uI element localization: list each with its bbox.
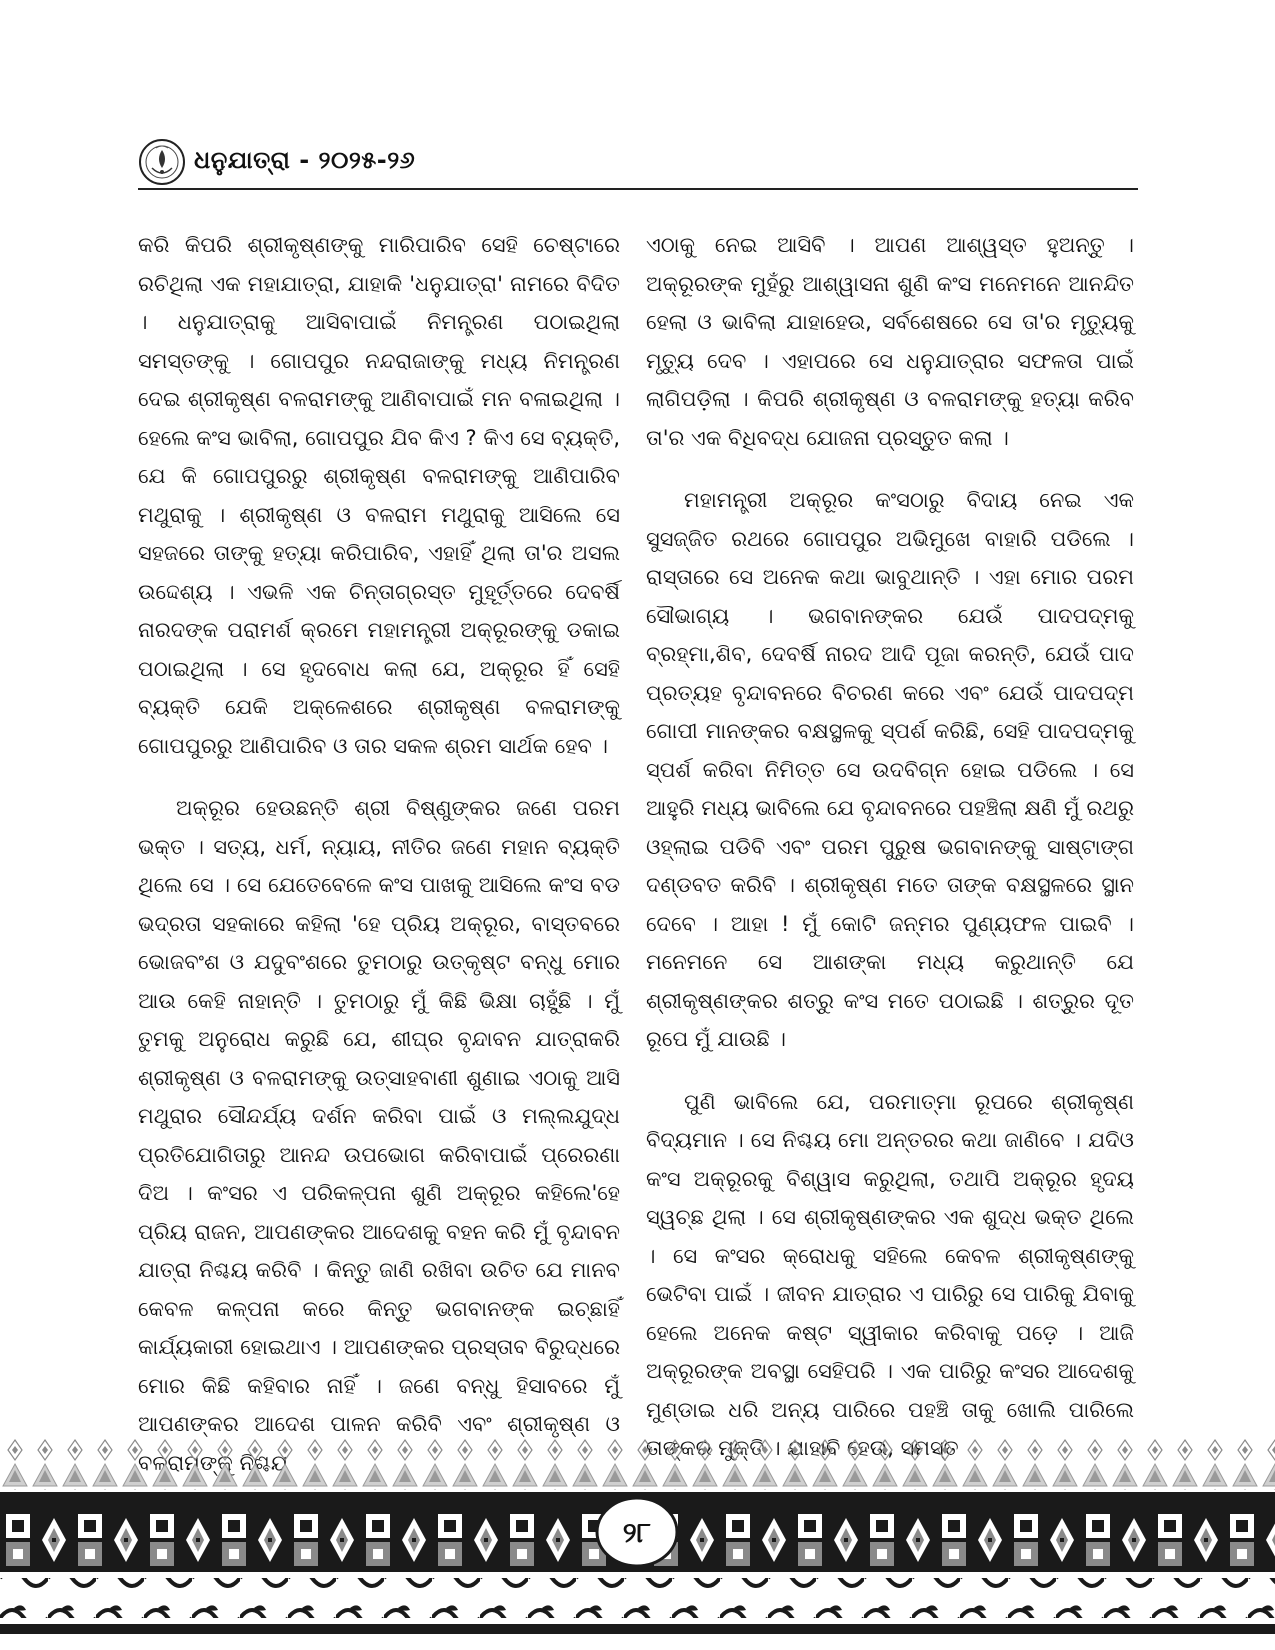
header-title: ଧନୁଯାତ୍ରା - ୨୦୨୫-୨୬ bbox=[194, 146, 416, 174]
left-column bbox=[138, 226, 620, 1482]
page-header bbox=[138, 138, 1138, 190]
page-number: ୨୮ bbox=[622, 1516, 652, 1549]
paragraph: ଏଠାକୁ ନେଇ ଆସିବି । ଆପଣ ଆଶ୍ୱସ୍ତ ହୁଅନ୍ତୁ । ଅକ୍ରୂରଙ୍କ ମୁହଁରୁ ଆଶ୍ୱାସନା ଶୁଣି କଂସ ମନେମନେ ଆନନ୍ଦିତ ହେଲା ଓ ଭାବିଲା ଯାହାହେଉ, ସର୍ବଶେଷରେ ସେ ତା'ର ମୃତ୍ୟୁକୁ ମୃତ୍ୟୁ ଦେବ । ଏହାପରେ ସେ ଧନୁଯାତ୍ରାର ସଫଳତା ପାଇଁ ଲାଗିପଡ଼ିଲା । କିପରି ଶ୍ରୀକୃଷ୍ଣ ଓ ବଳରାମଙ୍କୁ ହତ୍ୟା କରିବ ତା'ର ଏକ ବିଧିବଦ୍ଧ ଯୋଜନା ପ୍ରସ୍ତୁତ କଲା । bbox=[646, 233, 1134, 450]
decorative-footer-border bbox=[0, 1438, 1275, 1650]
paragraph: ଅକ୍ରୂର ହେଉଛନ୍ତି ଶ୍ରୀ ବିଷ୍ଣୁଙ୍କର ଜଣେ ପରମ ଭକ୍ତ । ସତ୍ୟ, ଧର୍ମ, ନ୍ୟାୟ, ନୀତିର ଜଣେ ମହାନ ବ୍ୟକ୍ତି ଥିଲେ ସେ । ସେ ଯେତେବେଳେ କଂସ ପାଖକୁ ଆସିଲେ କଂସ ବଡ ଭଦ୍ରତା ସହକାରେ କହିଲା 'ହେ ପ୍ରିୟ ଅକ୍ରୂର, ବାସ୍ତବରେ ଭୋଜବଂଶ ଓ ଯଦୁବଂଶରେ ତୁମଠାରୁ ଉତ୍କୃଷ୍ଟ ବନ୍ଧୁ ମୋର ଆଉ କେହି ନାହାନ୍ତି । ତୁମଠାରୁ ମୁଁ କିଛି ଭିକ୍ଷା ଚାହୁଁଛି । ମୁଁ ତୁମକୁ ଅନୁରୋଧ କରୁଛି ଯେ, ଶୀଘ୍ର ବୃନ୍ଦାବନ ଯାତ୍ରାକରି ଶ୍ରୀକୃଷ୍ଣ ଓ ବଳରାମଙ୍କୁ ଉତ୍ସାହବାଣୀ ଶୁଣାଇ ଏଠାକୁ ଆସି ମଥୁରାର ସୌନ୍ଦର୍ଯ୍ୟ ଦର୍ଶନ କରିବା ପାଇଁ ଓ ମଲ୍ଲଯୁଦ୍ଧ ପ୍ରତିଯୋଗିତାରୁ ଆନନ୍ଦ ଉପଭୋଗ କରିବାପାଇଁ ପ୍ରେରଣା ଦିଅ । କଂସର ଏ ପରିକଳ୍ପନା ଶୁଣି ଅକ୍ରୂର କହିଲେ'ହେ ପ୍ରିୟ ରାଜନ, ଆପଣଙ୍କର ଆଦେଶକୁ ବହନ କରି ମୁଁ ବୃନ୍ଦାବନ ଯାତ୍ରା ନିଶ୍ଚୟ କରିବି । କିନ୍ତୁ ଜାଣି ରଖିବା ଉଚିତ ଯେ ମାନବ କେବଳ କଳ୍ପନା କରେ କିନ୍ତୁ ଭଗବାନଙ୍କ ଇଚ୍ଛାହିଁ କାର୍ଯ୍ୟକାରୀ ହୋଇଥାଏ । ଆପଣଙ୍କର ପ୍ରସ୍ତାବ ବିରୁଦ୍ଧରେ ମୋର କିଛି କହିବାର ନାହିଁ । ଜଣେ ବନ୍ଧୁ ହିସାବରେ ମୁଁ ଆପଣଙ୍କର ଆଦେଶ ପାଳନ କରିବି ଏବଂ ଶ୍ରୀକୃଷ୍ଣ ଓ bbox=[138, 796, 620, 1436]
header-divider bbox=[138, 188, 1138, 190]
paragraph: ମହାମନ୍ତ୍ରୀ ଅକ୍ରୂର କଂସଠାରୁ ବିଦାୟ ନେଇ ଏକ ସୁସଜ୍ଜିତ ରଥରେ ଗୋପପୁର ଅଭିମୁଖେ ବାହାରି ପଡିଲେ । ରାସ୍ତାରେ ସେ ଅନେକ କଥା ଭାବୁଥାନ୍ତି । ଏହା ମୋର ପରମ ସୌଭାଗ୍ୟ । ଭଗବାନଙ୍କର ଯେଉଁ ପାଦପଦ୍ମକୁ ବ୍ରହ୍ମା,ଶିବ, ଦେବର୍ଷି ନାରଦ ଆଦି ପୂଜା କରନ୍ତି, ଯେଉଁ ପାଦ ପ୍ରତ୍ୟହ ବୃନ୍ଦାବନରେ ବିଚରଣ କରେ ଏବଂ ଯେଉଁ ପାଦପଦ୍ମ ଗୋପୀ ମାନଙ୍କର ବକ୍ଷସ୍ଥଳକୁ ସ୍ପର୍ଶ କରିଛି, ସେହି ପାଦପଦ୍ମକୁ ସ୍ପର୍ଶ କରିବା ନିମିତ୍ତ ସେ ଉଦବିଗ୍ନ ହୋଇ ପଡିଲେ । ସେ ଆହୁରି ମଧ୍ୟ ଭାବିଲେ ଯେ ବୃନ୍ଦାବନରେ ପହଞ୍ଚିଲା କ୍ଷଣି ମୁଁ ରଥରୁ ଓହ୍ଲାଇ ପଡିବି ଏବଂ ପରମ ପୁରୁଷ ଭଗବାନଙ୍କୁ ସାଷ୍ଟାଙ୍ଗ ଦଣ୍ଡବତ କରିବି । ଶ୍ରୀକୃଷ୍ଣ ମତେ ତାଙ୍କ ବକ୍ଷସ୍ଥଳରେ ସ୍ଥାନ ଦେବେ । ଆହା ! ମୁଁ କୋଟି ଜନ୍ମର ପୁଣ୍ୟଫଳ ପାଇବି । ମନେମନେ ସେ ଆଶଙ୍କା ମଧ୍ୟ କରୁଥାନ୍ତି ଯେ ଶ୍ରୀକୃଷ୍ଣଙ୍କର ଶତ୍ରୁ କଂସ ମତେ ପଠାଇଛି । ଶତ୍ରୁର ଦୂତ ରୂପେ ମୁଁ ଯାଉଛି । bbox=[646, 488, 1134, 1051]
paragraph: ପୁଣି ଭାବିଲେ ଯେ, ପରମାତ୍ମା ରୂପରେ ଶ୍ରୀକୃଷ୍ଣ ବିଦ୍ୟମାନ । ସେ ନିଶ୍ଚୟ ମୋ ଅନ୍ତରର କଥା ଜାଣିବେ । ଯଦିଓ କଂସ ଅକ୍ରୂରକୁ ବିଶ୍ୱାସ କରୁଥିଲା, ତଥାପି ଅକ୍ରୂର ହୃଦୟ ସ୍ୱଚ୍ଛ ଥିଲା । ସେ ଶ୍ରୀକୃଷ୍ଣଙ୍କର ଏକ ଶୁଦ୍ଧ ଭକ୍ତ ଥିଲେ । ସେ କଂସର କ୍ରୋଧକୁ ସହିଲେ କେବଳ ଶ୍ରୀକୃଷ୍ଣଙ୍କୁ ଭେଟିବା ପାଇଁ । ଜୀବନ ଯାତ୍ରାର ଏ ପାରିରୁ ସେ ପାରିକୁ ଯିବାକୁ ହେଲେ ଅନେକ କଷ୍ଟ ସ୍ୱୀକାର କରିବାକୁ ପଡ଼େ । ଆଜି ଅକ୍ରୂରଙ୍କ ଅବସ୍ଥା ସେହିପରି । ଏକ ପାରିରୁ କଂସର ଆଦେଶକୁ ମୁଣ୍ଡାଇ ଧରି ଅନ୍ୟ ପାରିରେ ପହଞ୍ଚି ତାକୁ ଖୋଲି ପାରିଲେ bbox=[646, 1089, 1134, 1422]
paragraph: କରି କିପରି ଶ୍ରୀକୃଷ୍ଣଙ୍କୁ ମାରିପାରିବ ସେହି ଚେଷ୍ଟାରେ ରଚିଥିଲା ଏକ ମହାଯାତ୍ରା, ଯାହାକି 'ଧନୁଯାତ୍ରା' ନାମରେ ବିଦିତ । ଧନୁଯାତ୍ରାକୁ ଆସିବାପାଇଁ ନିମନ୍ତ୍ରଣ ପଠାଇଥିଲା ସମସ୍ତଙ୍କୁ । ଗୋପପୁର ନନ୍ଦରାଜାଙ୍କୁ ମଧ୍ୟ ନିମନ୍ତ୍ରଣ ଦେଇ ଶ୍ରୀକୃଷ୍ଣ ବଳରାମଙ୍କୁ ଆଣିବାପାଇଁ ମନ ବଳାଇଥିଲା । ହେଲେ କଂସ ଭାବିଲା, ଗୋପପୁର ଯିବ କିଏ ? କିଏ ସେ ବ୍ୟକ୍ତି, ଯେ କି ଗୋପପୁରରୁ ଶ୍ରୀକୃଷ୍ଣ ବଳରାମଙ୍କୁ ଆଣିପାରିବ ମଥୁରାକୁ । ଶ୍ରୀକୃଷ୍ଣ ଓ ବଳରାମ ମଥୁରାକୁ ଆସିଲେ ସେ ସହଜରେ ତାଙ୍କୁ ହତ୍ୟା କରିପାରିବ, ଏହାହିଁ ଥିଲା ତା'ର ଅସଲ ଉଦ୍ଦେଶ୍ୟ । ଏଭଳି ଏକ ଚିନ୍ତାଗ୍ରସ୍ତ ମୁହୂର୍ତ୍ତରେ ଦେବର୍ଷି ନାରଦଙ୍କ ପରାମର୍ଶ କ୍ରମେ ମହାମନ୍ତ୍ରୀ ଅକ୍ରୂରଙ୍କୁ ଡକାଇ ପଠାଇଥିଲା । ସେ ହୃଦବୋଧ କଲା ଯେ, ଅକ୍ରୂର ହିଁ ସେହି ବ୍ୟକ୍ତି ଯେକି ଅକ୍ଳେଶରେ ଶ୍ରୀକୃଷ୍ଣ ବଳରାମଙ୍କୁ ଗୋପପୁରରୁ ଆଣିପାରିବ ଓ ତାର ସକଳ ଶ୍ରମ ସାର୍ଥକ ହେବ । bbox=[138, 233, 620, 758]
right-column bbox=[646, 226, 1134, 1468]
dhanuyatra-seal-icon bbox=[138, 138, 186, 186]
